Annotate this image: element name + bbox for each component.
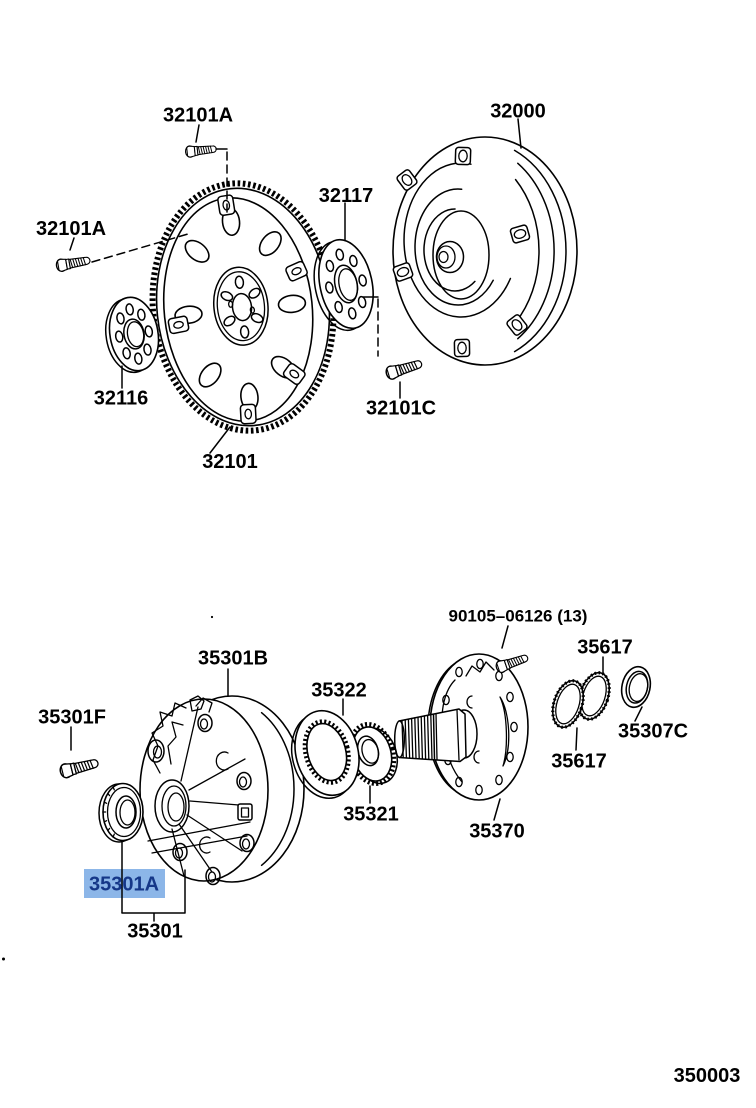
leader-35307c [635, 707, 642, 721]
part-label-35301b[interactable]: 35301B [197, 647, 269, 670]
part-label-32101c[interactable]: 32101C [365, 397, 437, 420]
part-label-35307c[interactable]: 35307C [617, 720, 689, 743]
drive-plate-art-32101 [141, 174, 346, 439]
leader-32101a-top [196, 125, 199, 142]
part-label-35301a-selected[interactable]: 35301A [88, 873, 160, 896]
part-label-32101a-top[interactable]: 32101A [162, 104, 234, 127]
figure-code: 350003 [673, 1065, 741, 1087]
pump-housing-art-35301b [140, 696, 304, 885]
leader-35617-bottom [576, 728, 577, 750]
part-label-35322[interactable]: 35322 [311, 679, 367, 702]
part-label-32000[interactable]: 32000 [490, 100, 546, 123]
bolt-art-90105 [495, 652, 530, 674]
oil-seal-art-35301a [99, 784, 143, 843]
bolt-art-32101a-left [55, 254, 91, 272]
bolt-art-32101c [385, 357, 424, 380]
leader-32101 [210, 427, 230, 453]
oil-pump-body-art-35370 [395, 654, 528, 800]
leader-90105 [502, 626, 508, 648]
part-label-35617-bottom[interactable]: 35617 [551, 750, 607, 773]
part-label-90105[interactable]: 90105–06126 (13) [448, 606, 588, 626]
part-label-32101[interactable]: 32101 [202, 451, 258, 473]
part-label-35301f[interactable]: 35301F [38, 706, 106, 729]
bolt-art-32101a-top [185, 143, 217, 157]
part-label-35370[interactable]: 35370 [469, 820, 525, 843]
snap-ring-art-35307c [618, 664, 654, 710]
part-label-35301[interactable]: 35301 [127, 920, 183, 943]
part-label-35617-top[interactable]: 35617 [577, 636, 633, 659]
oring-art-35617-left [547, 677, 588, 731]
part-label-32101a-left[interactable]: 32101A [35, 218, 107, 240]
scan-speck [2, 958, 5, 961]
bolt-art-35301f [59, 756, 100, 779]
part-label-32116[interactable]: 32116 [93, 387, 149, 410]
scan-speck [211, 616, 213, 618]
leader-35370 [494, 799, 500, 820]
part-label-35321[interactable]: 35321 [343, 803, 399, 826]
leader-32000 [518, 119, 521, 148]
part-label-32117[interactable]: 32117 [318, 185, 374, 207]
torque-converter-art-32000 [392, 137, 577, 365]
